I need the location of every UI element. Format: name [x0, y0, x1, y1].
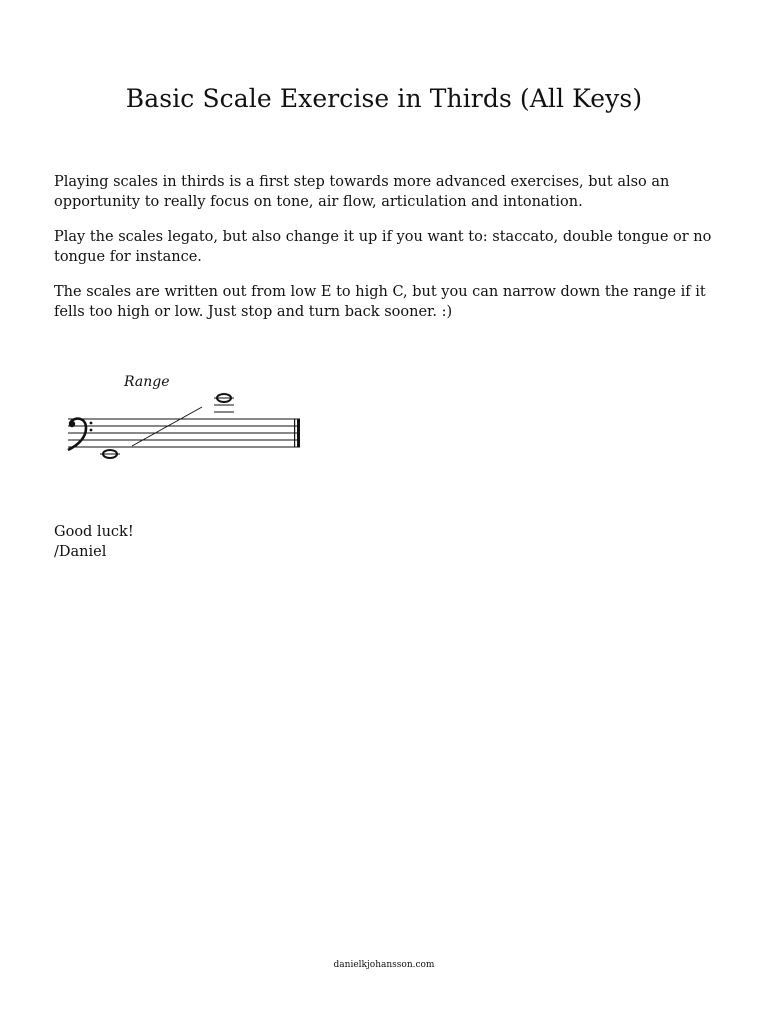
range-paragraph: The scales are written out from low E to high C, but you can narrow down the range if it fells too high or low. Just stop and turn back sooner. :) — [54, 284, 706, 320]
intro-paragraph: Playing scales in thirds is a first step towards more advanced exercises, but also an opportunity to really focus on tone, air flow, articulation and intonation. — [54, 174, 670, 210]
bass-clef-icon — [68, 419, 92, 450]
page-title: Basic Scale Exercise in Thirds (All Keys) — [125, 84, 643, 113]
footer-url: danielkjohansson.com — [333, 960, 435, 970]
articulation-paragraph: Play the scales legato, but also change it up if you want to: staccato, double tongue or no tongue for instance. — [54, 229, 712, 265]
high-note-c — [214, 394, 234, 412]
closing — [54, 522, 134, 562]
music-staff — [64, 390, 304, 470]
final-barline — [294, 419, 300, 447]
closing-greeting: Good luck! — [54, 524, 134, 540]
range-label: Range — [124, 374, 170, 390]
staff-lines — [68, 419, 300, 447]
low-note-e — [100, 450, 120, 458]
closing-signature: /Daniel — [54, 544, 107, 560]
